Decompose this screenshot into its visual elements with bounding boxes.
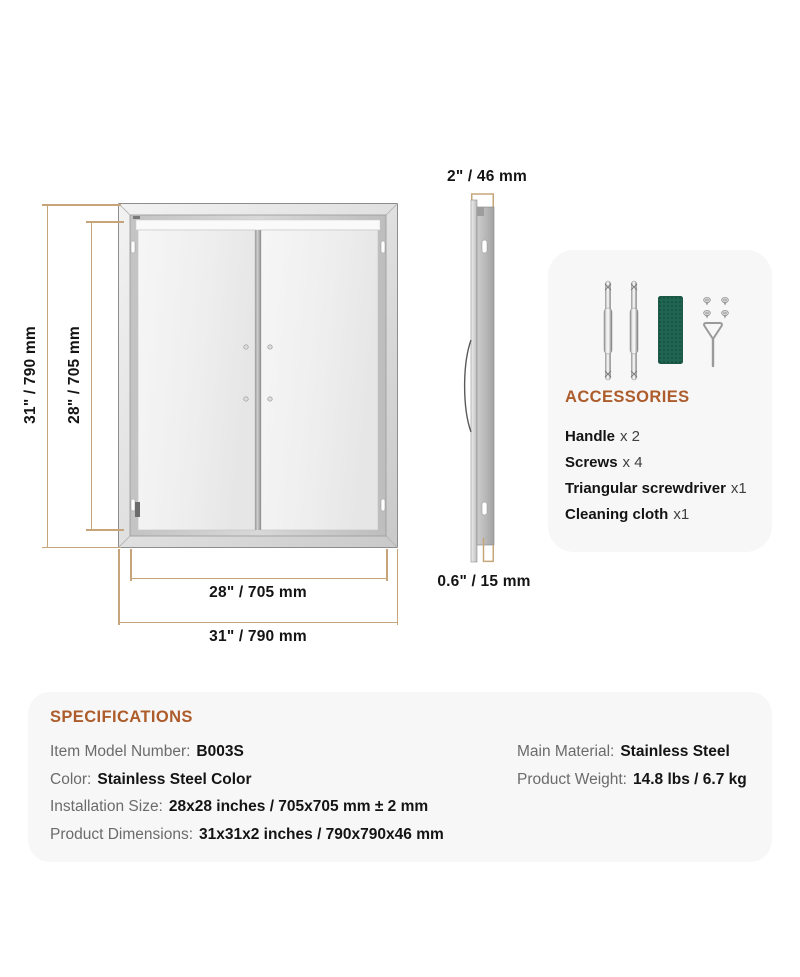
side-front-flange: [471, 200, 477, 562]
specifications-columns: [50, 738, 764, 848]
accessories-card: [548, 250, 772, 552]
dim-ext-left-inner: [130, 549, 132, 581]
dim-ext-left-outer: [118, 549, 120, 625]
handle-image-1: [600, 278, 616, 383]
door-center-divider: [255, 230, 261, 530]
dim-ext-right-outer: [397, 549, 399, 625]
side-view-door-drawing: [460, 188, 505, 588]
cleaning-cloth-image: [658, 296, 683, 364]
specifications-right-column: [517, 738, 764, 848]
accessory-item-cloth: Cleaning cloth x1: [565, 506, 690, 523]
dim-line-width-inner: [130, 578, 387, 580]
specifications-left-column: [50, 738, 517, 848]
accessory-item-handle: Handle x 2: [565, 428, 641, 445]
side-top-step: [477, 207, 484, 216]
dim-ext-bottom-outer: [42, 547, 121, 549]
dim-label-thickness: 0.6" / 15 mm: [437, 573, 531, 590]
dim-label-height-outer: 31" / 790 mm: [22, 326, 39, 424]
dim-line-height-inner: [91, 221, 93, 530]
accessory-item-screws: Screws x 4: [565, 454, 643, 471]
dim-label-width-outer: 31" / 790 mm: [209, 628, 307, 645]
side-mount-slot-bottom: [482, 502, 487, 515]
dim-label-height-inner: 28" / 705 mm: [66, 326, 83, 424]
dim-label-depth: 2" / 46 mm: [447, 168, 527, 185]
dim-ext-top-outer: [42, 204, 121, 206]
accessory-item-screwdriver: Triangular screwdriver x1: [565, 480, 747, 497]
handle-image-2: [626, 278, 642, 383]
specifications-title: SPECIFICATIONS: [50, 708, 193, 726]
spec-row-installation-size: Installation Size: 28x28 inches / 705x705 mm ± 2 mm: [50, 798, 429, 816]
door-top-rail: [136, 220, 380, 230]
side-frame-body: [477, 207, 494, 545]
side-handle-arc: [465, 340, 471, 432]
front-view-door-drawing: [118, 203, 398, 548]
specifications-card: [28, 692, 772, 862]
dim-label-width-inner: 28" / 705 mm: [209, 584, 307, 601]
spec-row-model: Item Model Number: B003S: [50, 743, 244, 760]
screws-image: [698, 294, 734, 320]
spec-row-material: Main Material: Stainless Steel: [517, 743, 730, 760]
spec-row-color: Color: Stainless Steel Color: [50, 770, 252, 788]
triangular-screwdriver-image: [700, 320, 726, 368]
spec-row-weight: Product Weight: 14.8 lbs / 6.7 kg: [517, 770, 747, 788]
accessories-title: ACCESSORIES: [565, 388, 690, 406]
door-panel-right: [261, 230, 378, 530]
dim-ext-right-inner: [386, 549, 388, 581]
dim-line-height-outer: [47, 204, 49, 548]
spec-row-product-dimensions: Product Dimensions: 31x31x2 inches / 790x790x46 mm: [50, 825, 444, 843]
door-panel-left: [138, 230, 255, 530]
dim-line-width-outer: [118, 622, 398, 624]
accessories-list: [565, 424, 747, 528]
side-mount-slot-top: [482, 240, 487, 253]
